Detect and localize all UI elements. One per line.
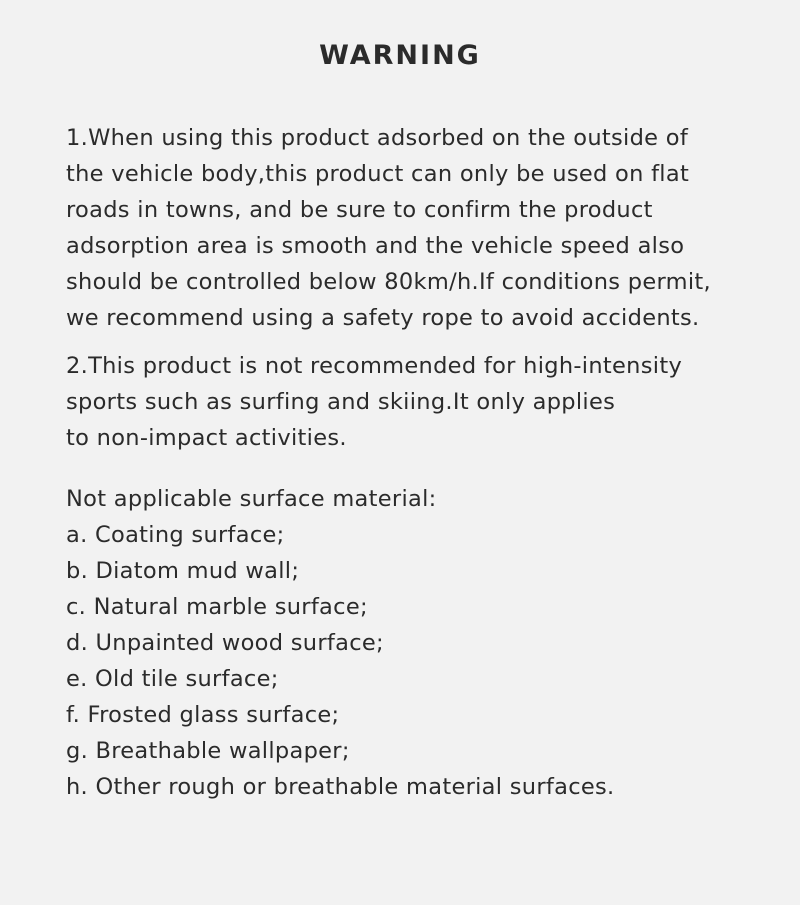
surface-list-heading: Not applicable surface material: xyxy=(66,486,437,512)
paragraph-line: roads in towns, and be sure to confirm the product xyxy=(66,197,653,223)
surface-material-list xyxy=(66,481,756,805)
paragraph-line: we recommend using a safety rope to avoid accidents. xyxy=(66,305,700,331)
paragraph-line: sports such as surfing and skiing.It only applies xyxy=(66,389,616,415)
paragraph-line: the vehicle body,this product can only be used on flat xyxy=(66,161,690,187)
paragraph-line: adsorption area is smooth and the vehicle speed also xyxy=(66,233,685,259)
surface-list-item: h. Other rough or breathable material surfaces. xyxy=(66,774,615,800)
surface-list-item: b. Diatom mud wall; xyxy=(66,558,300,584)
warning-title: WARNING xyxy=(319,40,481,71)
surface-list-item: f. Frosted glass surface; xyxy=(66,702,340,728)
surface-list-item: g. Breathable wallpaper; xyxy=(66,738,350,764)
paragraph-line: 1.When using this product adsorbed on the outside of xyxy=(66,125,689,151)
warning-content xyxy=(66,120,756,805)
warning-paragraph-1 xyxy=(66,120,756,336)
surface-list-item: e. Old tile surface; xyxy=(66,666,279,692)
surface-list-item: d. Unpainted wood surface; xyxy=(66,630,384,656)
paragraph-line: should be controlled below 80km/h.If conditions permit, xyxy=(66,269,711,295)
paragraph-line: to non-impact activities. xyxy=(66,425,347,451)
surface-list-item: c. Natural marble surface; xyxy=(66,594,368,620)
paragraph-line: 2.This product is not recommended for high-intensity xyxy=(66,353,683,379)
surface-list-item: a. Coating surface; xyxy=(66,522,285,548)
warning-paragraph-2 xyxy=(66,348,756,456)
